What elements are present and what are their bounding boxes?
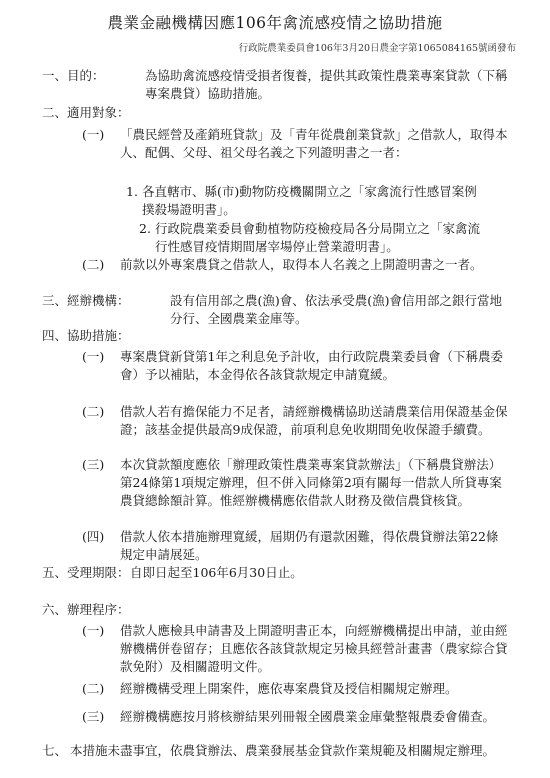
list-item [126,183,487,219]
item-text: 各直轄市、縣(市)動物防疫機關開立之「家禽流行性感冒案例撲殺場證明書」。 [142,184,477,217]
subsection-label: (四) [82,529,105,544]
subsection [82,456,510,510]
list-item [139,220,490,256]
section-text: 自即日起至106年6月30日止。 [130,565,303,580]
subsection [82,403,510,439]
section-4 [42,327,492,345]
section-label: 五、受理期限： [42,565,130,580]
subsection-text: 經辦機構受理上開案件，應依專案農貸及授信相關規定辦理。 [120,681,458,696]
subsection-label: (二) [82,404,105,419]
subsection [82,680,510,698]
section-label: 三、經辦機構： [42,293,130,308]
subsection [82,348,510,384]
section-text: 設有信用部之農(漁)會、依法承受農(漁)會信用部之銀行當地分行、全國農業金庫等。 [170,293,503,326]
subsection-text: 本次貸款額度應依「辦理政策性農業專案貸款辦法」（下稱農貸辦法）第24條第1項規定辦理，但不併入同條第2項有關每一借款人所貸專案農貸總餘額計算。惟經辦機構應依借款人財務及徵信農貸核貸。 [120,457,502,508]
section-6 [42,601,492,619]
subsection-label: (二) [82,681,105,696]
subsection [82,256,510,274]
subsection-label: (三) [82,709,105,724]
section-7 [42,742,510,760]
subsection-text: 經辦機構應按月將核辦結果列冊報全國農業金庫彙整報農委會備查。 [120,709,496,724]
page-title: 農業金融機構因應106年禽流感疫情之協助措施 [107,14,443,32]
subsection-text: 借款人若有擔保能力不足者，請經辦機構協助送請農業信用保證基金保證；該基金提供最高9成保證，前項利息免收期間免收保證手續費。 [120,404,508,437]
item-label: 1. [126,184,138,199]
section-label: 六、辦理程序： [42,602,130,617]
subsection-label: (三) [82,457,105,472]
section-label: 二、適用對象： [42,105,130,120]
section-1 [42,67,510,103]
subsection-label: (一) [82,127,105,142]
subsection-label: (一) [82,623,105,638]
section-text: 為協助禽流感疫情受損者復養，提供其政策性農業專案貸款（下稱專案農貸）協助措施。 [145,68,508,101]
item-text: 行政院農業委員會動植物防疫檢疫局各分局開立之「家禽流行性感冒疫情期間屠宰場停止營業證明書」。 [155,221,481,254]
subsection [82,126,510,162]
subsection [82,528,510,564]
subsection-text: 前款以外專案農貸之借款人，取得本人名義之上開證明書之一者。 [120,257,483,272]
subsection-label: (二) [82,257,105,272]
section-2 [42,104,492,122]
subsection [82,708,510,726]
section-label: 一、目的： [42,68,105,83]
subsection [82,622,510,676]
subsection-label: (一) [82,349,105,364]
subsection-text: 專案農貸新貸第1年之利息免予計收，由行政院農業委員會（下稱農委會）予以補貼，本金得依各該貸款規定申請寬緩。 [120,349,503,382]
section-label: 七、 [42,743,68,758]
section-label: 四、協助措施： [42,328,130,343]
subsection-text: 「農民經營及產銷班貸款」及「青年從農創業貸款」之借款人，取得本人、配偶、父母、祖父母名義之下列證明書之一者： [120,127,508,160]
subsection-text: 借款人依本措施辦理寬緩，屆期仍有還款困難，得依農貸辦法第22條規定申請展延。 [120,529,499,562]
item-label: 2. [139,221,151,236]
section-3 [42,292,510,328]
document-reference: 行政院農業委員會106年3月20日農金字第1065084165號函發布 [238,43,516,54]
section-text: 本措施未盡事宜，依農貸辦法、農業發展基金貸款作業規範及相關規定辦理。 [70,743,496,758]
section-5 [42,564,510,582]
subsection-text: 借款人應檢具申請書及上開證明書正本，向經辦機構提出申請，並由經辦機構併卷留存；且應依各該貸款規定另檢具經營計畫書（農家綜合貸款免附）及相關證明文件。 [120,623,508,674]
